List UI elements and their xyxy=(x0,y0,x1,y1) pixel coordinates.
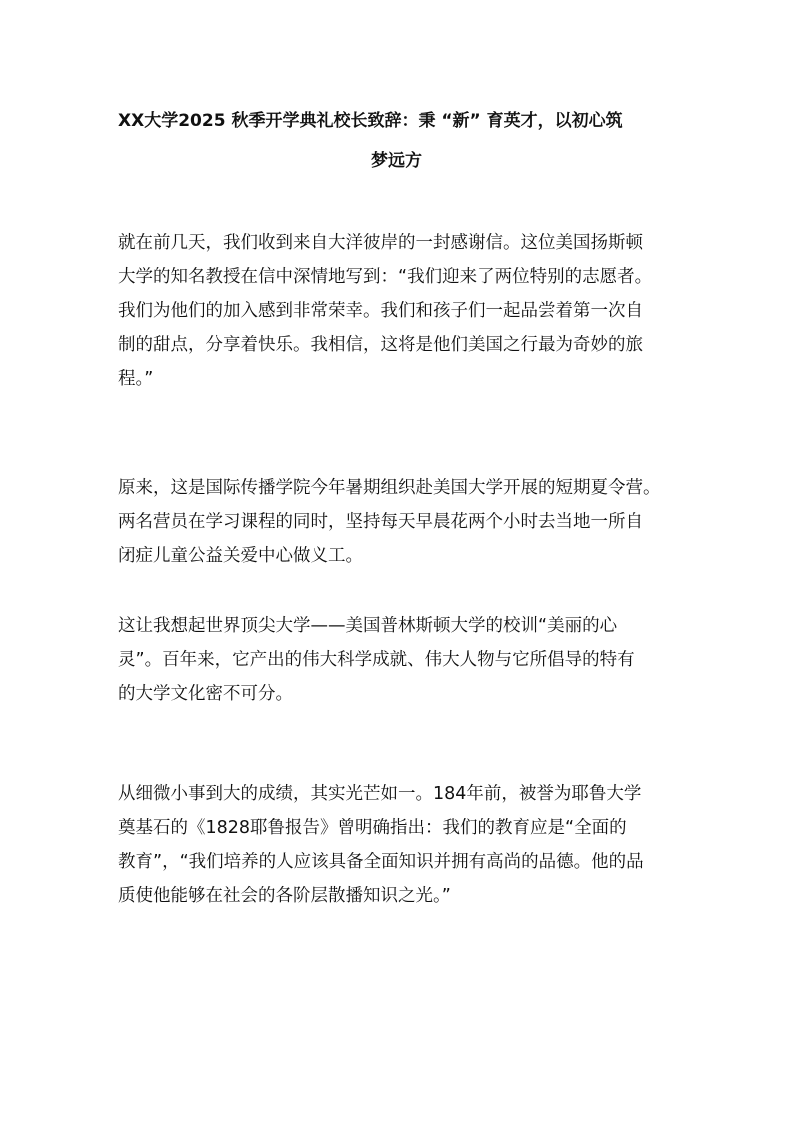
paragraph-line: 质使他能够在社会的各阶层散播知识之光。” xyxy=(118,886,451,906)
paragraph-line: 教育”，“我们培养的人应该具备全面知识并拥有高尚的品德。他的品 xyxy=(118,852,644,872)
paragraph-line: 闭症儿童公益关爱中心做义工。 xyxy=(118,546,363,566)
paragraph-line: 制的甜点，分享着快乐。我相信，这将是他们美国之行最为奇妙的旅 xyxy=(118,335,643,355)
paragraph-line: 从细微小事到大的成绩，其实光芒如一。184年前，被誉为耶鲁大学 xyxy=(118,784,642,804)
paragraph-line: 奠基石的《1828耶鲁报告》曾明确指出：我们的教育应是“全面的 xyxy=(118,818,627,838)
paragraph-line: 灵”。百年来，它产出的伟大科学成就、伟大人物与它所倡导的特有 xyxy=(118,650,635,670)
title-line-2: 梦远方 xyxy=(371,151,422,171)
paragraph-line: 就在前几天，我们收到来自大洋彼岸的一封感谢信。这位美国扬斯顿 xyxy=(118,233,643,253)
paragraph-line: 程。” xyxy=(118,369,154,389)
paragraph-line: 的大学文化密不可分。 xyxy=(118,684,293,704)
paragraph-line: 这让我想起世界顶尖大学——美国普林斯顿大学的校训“美丽的心 xyxy=(118,616,618,636)
paragraph-line: 原来，这是国际传播学院今年暑期组织赴美国大学开展的短期夏令营。 xyxy=(118,478,661,498)
paragraph-line: 我们为他们的加入感到非常荣幸。我们和孩子们一起品尝着第一次自 xyxy=(118,301,643,321)
paragraph-line: 大学的知名教授在信中深情地写到：“我们迎来了两位特别的志愿者。 xyxy=(118,267,653,287)
title-line-1: XX大学2025 秋季开学典礼校长致辞：秉 “新” 育英才，以初心筑 xyxy=(118,111,623,131)
paragraph-line: 两名营员在学习课程的同时，坚持每天早晨花两个小时去当地一所自 xyxy=(118,512,643,532)
